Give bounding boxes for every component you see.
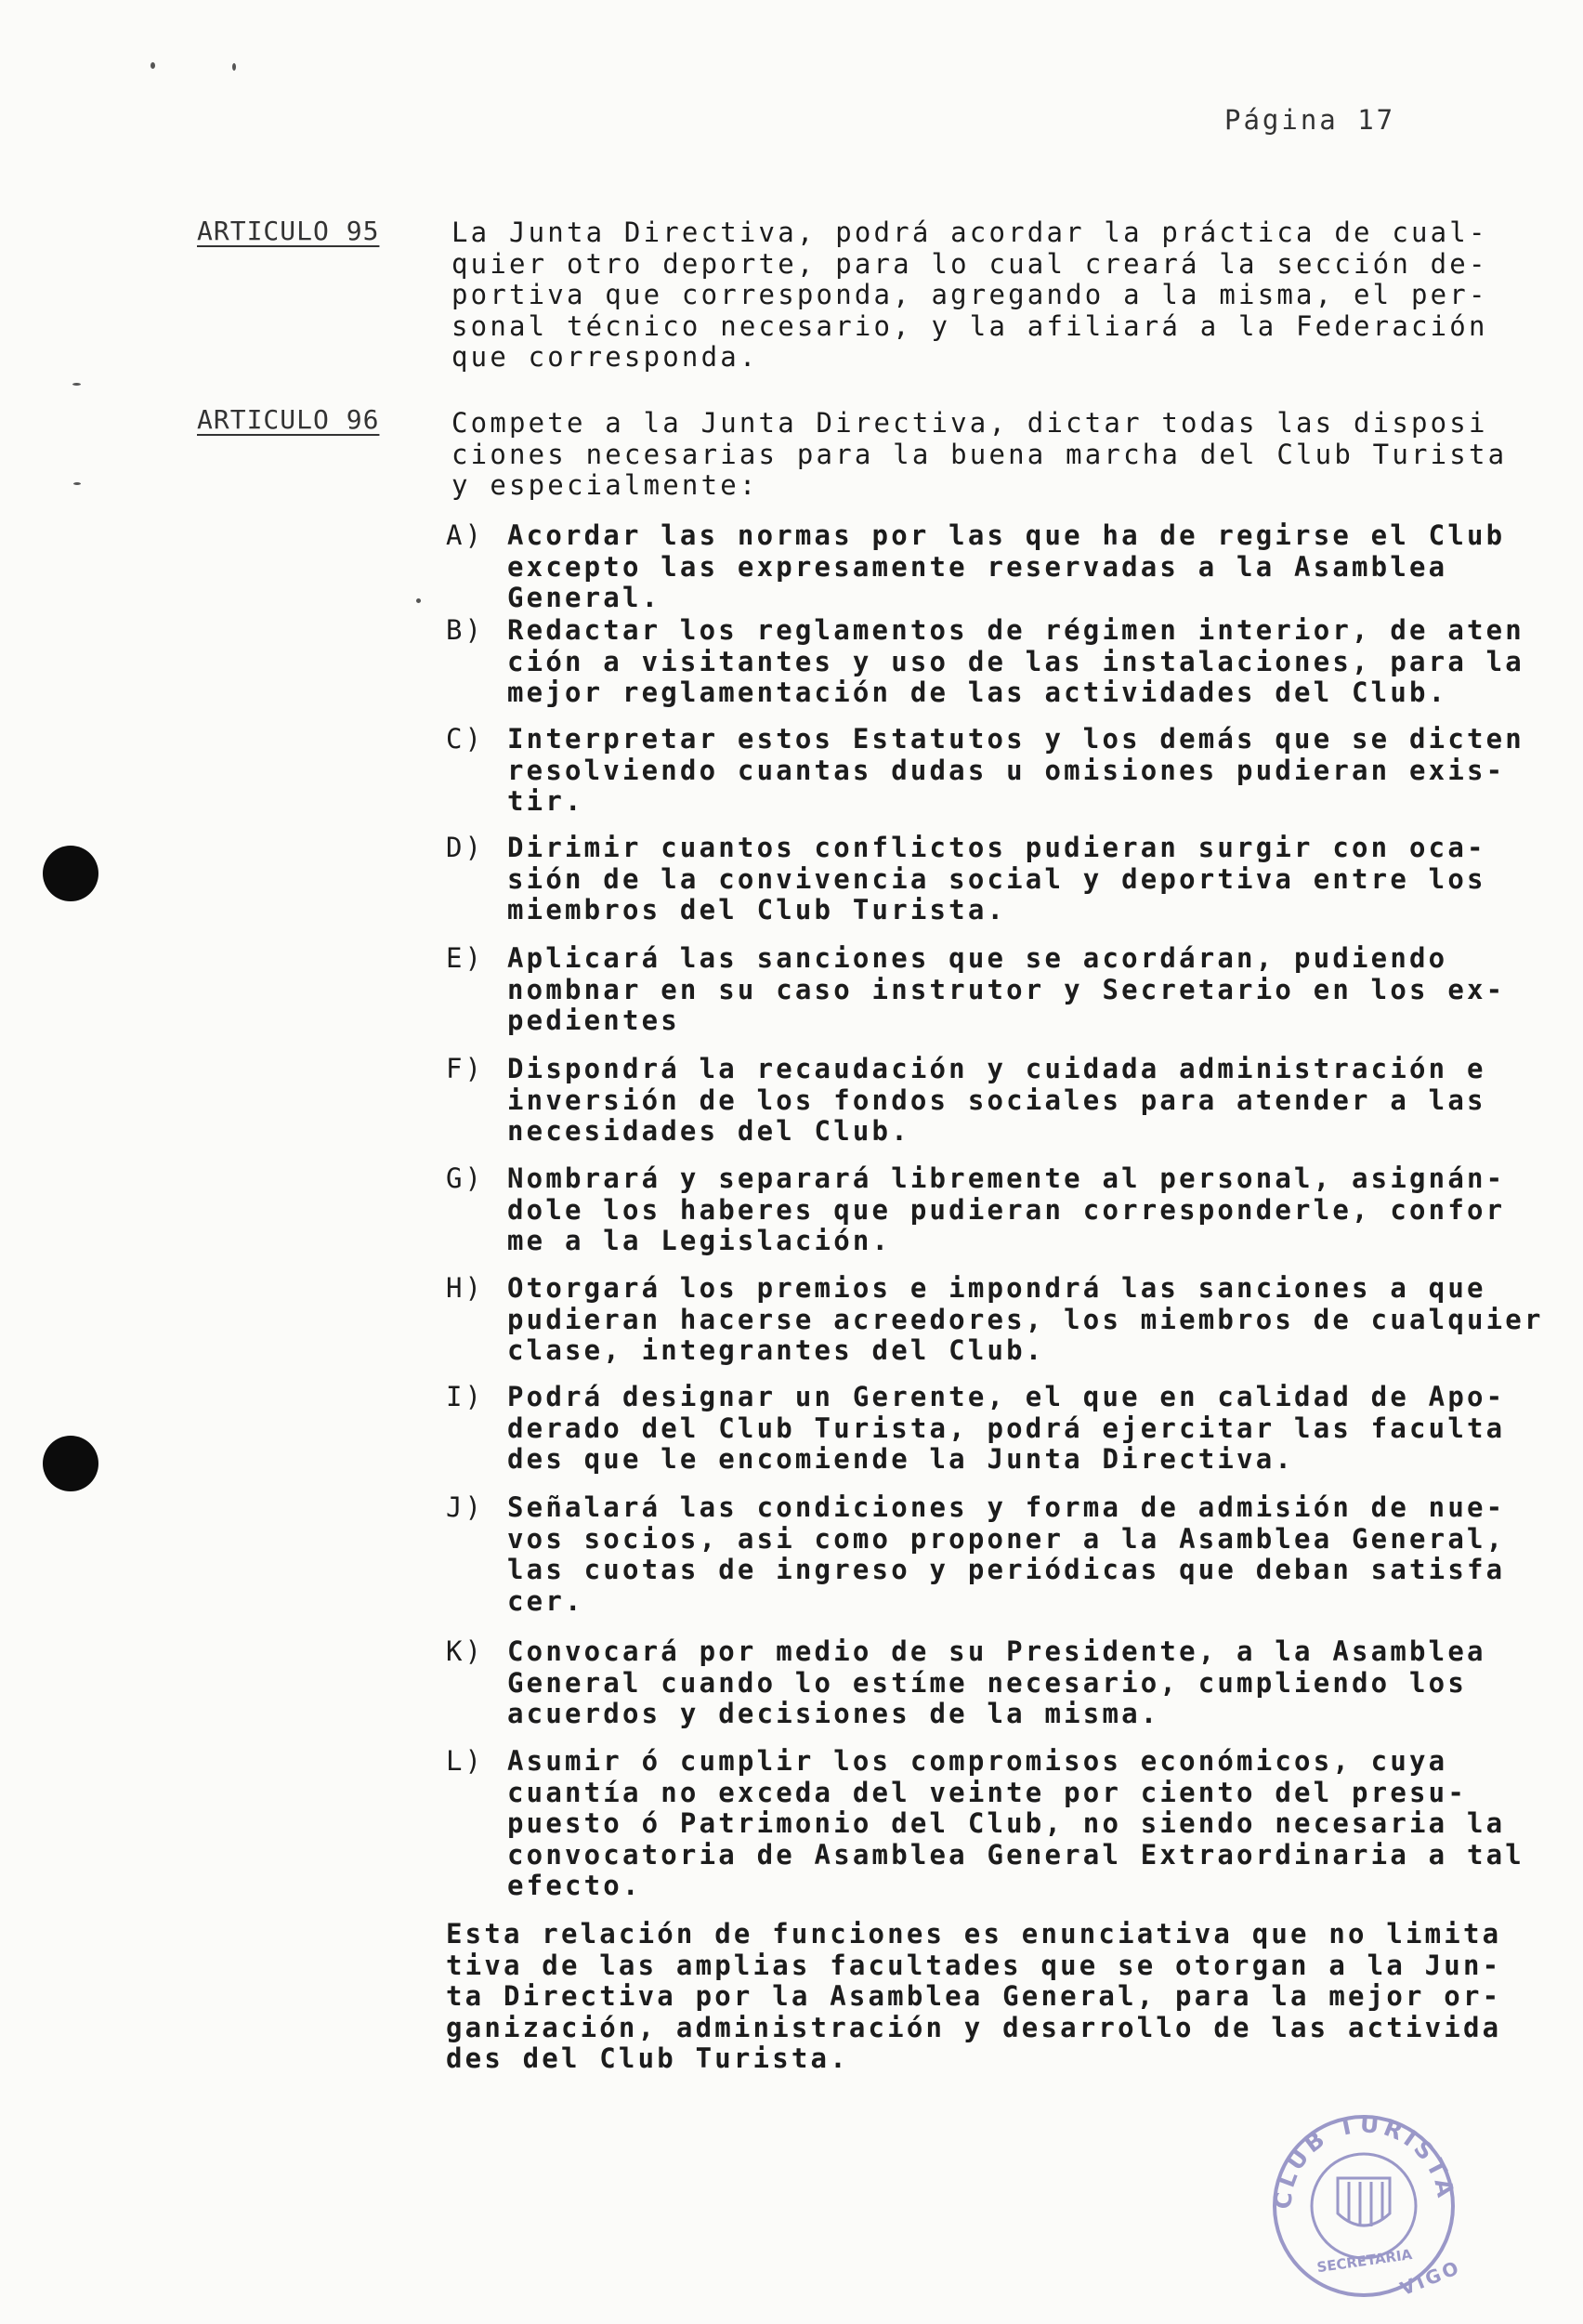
item-letter: B) xyxy=(446,614,484,646)
item-text: Asumir ó cumplir los compromisos económicos, cuya cuantía no exceda del veinte por ciento del presu- puesto ó Patrimonio del Club, no siendo necesaria la convocatoria de Asamblea General Extraordinaria a tal efecto. xyxy=(507,1745,1524,1901)
article-95-text: La Junta Directiva, podrá acordar la práctica de cual- quier otro deporte, para lo cual creará la sección de- portiva que corresponda, agregando a la misma, el per- sonal técnico necesario, y la afiliará a la Federación que corresponda. xyxy=(451,217,1488,373)
paper-speck xyxy=(232,63,236,71)
item-letter: F) xyxy=(446,1053,484,1084)
article-95-label: ARTICULO 95 xyxy=(197,216,380,246)
stamp-top-text: CLUB TURISTA xyxy=(1269,2111,1460,2211)
paper-speck xyxy=(416,598,421,603)
item-letter: L) xyxy=(446,1745,484,1777)
stamp-middle-text: SECRETARIA xyxy=(1315,2246,1414,2277)
closing-paragraph: Esta relación de funciones es enunciativa que no limita tiva de las amplias facultades que se otorgan a la Jun- ta Directiva por la Asamblea General, para la mejor or- ganización, administración y desarrollo de las activida des del Club Turista. xyxy=(446,1918,1502,2074)
item-text: Convocará por medio de su Presidente, a la Asamblea General cuando lo estíme necesario, cumpliendo los acuerdos y decisiones de la misma. xyxy=(507,1635,1486,1729)
item-letter: J) xyxy=(446,1491,484,1523)
punch-hole xyxy=(43,1436,98,1491)
item-letter: C) xyxy=(446,723,484,755)
item-text: Nombrará y separará libremente al personal, asignán- dole los haberes que pudieran corresponderle, confor me a la Legislación. xyxy=(507,1162,1506,1256)
item-text: Otorgará los premios e impondrá las sanciones a que pudieran hacerse acreedores, los miembros de cualquier clase, integrantes del Club. xyxy=(507,1272,1544,1366)
item-text: Dispondrá la recaudación y cuidada administración e inversión de los fondos sociales para atender a las necesidades del Club. xyxy=(507,1053,1486,1147)
item-text: Redactar los reglamentos de régimen interior, de aten ción a visitantes y uso de las instalaciones, para la mejor reglamentación de las actividades del Club. xyxy=(507,614,1524,708)
paper-speck xyxy=(73,482,81,485)
item-text: Acordar las normas por las que ha de regirse el Club excepto las expresamente reservadas a la Asamblea General. xyxy=(507,519,1506,613)
page-number: Página 17 xyxy=(1224,104,1396,136)
stamp-bottom-text: VIGO xyxy=(1396,2255,1465,2301)
item-text: Podrá designar un Gerente, el que en calidad de Apo- derado del Club Turista, podrá ejercitar las faculta des que le encomiende la Junta Directiva. xyxy=(507,1381,1506,1475)
article-96-intro: Compete a la Junta Directiva, dictar todas las disposi ciones necesarias para la buena marcha del Club Turista y especialmente: xyxy=(451,407,1508,501)
item-letter: E) xyxy=(446,942,484,974)
item-letter: A) xyxy=(446,519,484,551)
paper-speck xyxy=(72,383,81,386)
club-crest-icon xyxy=(1338,2178,1390,2226)
item-letter: K) xyxy=(446,1635,484,1667)
item-text: Aplicará las sanciones que se acordáran, pudiendo nombnar en su caso instrutor y Secretario en los ex- pedientes xyxy=(507,942,1506,1036)
club-stamp xyxy=(1260,2111,1468,2301)
item-text: Señalará las condiciones y forma de admisión de nue- vos socios, asi como proponer a la Asamblea General, las cuotas de ingreso y periódicas que deban satisfa cer. xyxy=(507,1491,1506,1617)
item-letter: I) xyxy=(446,1381,484,1412)
paper-speck xyxy=(150,62,155,69)
item-text: Interpretar estos Estatutos y los demás que se dicten resolviendo cuantas dudas u omisiones pudieran exis- tir. xyxy=(507,723,1524,817)
item-letter: H) xyxy=(446,1272,484,1304)
item-letter: G) xyxy=(446,1162,484,1194)
item-letter: D) xyxy=(446,832,484,863)
article-96-label: ARTICULO 96 xyxy=(197,404,380,435)
item-text: Dirimir cuantos conflictos pudieran surgir con oca- sión de la convivencia social y deportiva entre los miembros del Club Turista. xyxy=(507,832,1486,926)
punch-hole xyxy=(43,846,98,901)
